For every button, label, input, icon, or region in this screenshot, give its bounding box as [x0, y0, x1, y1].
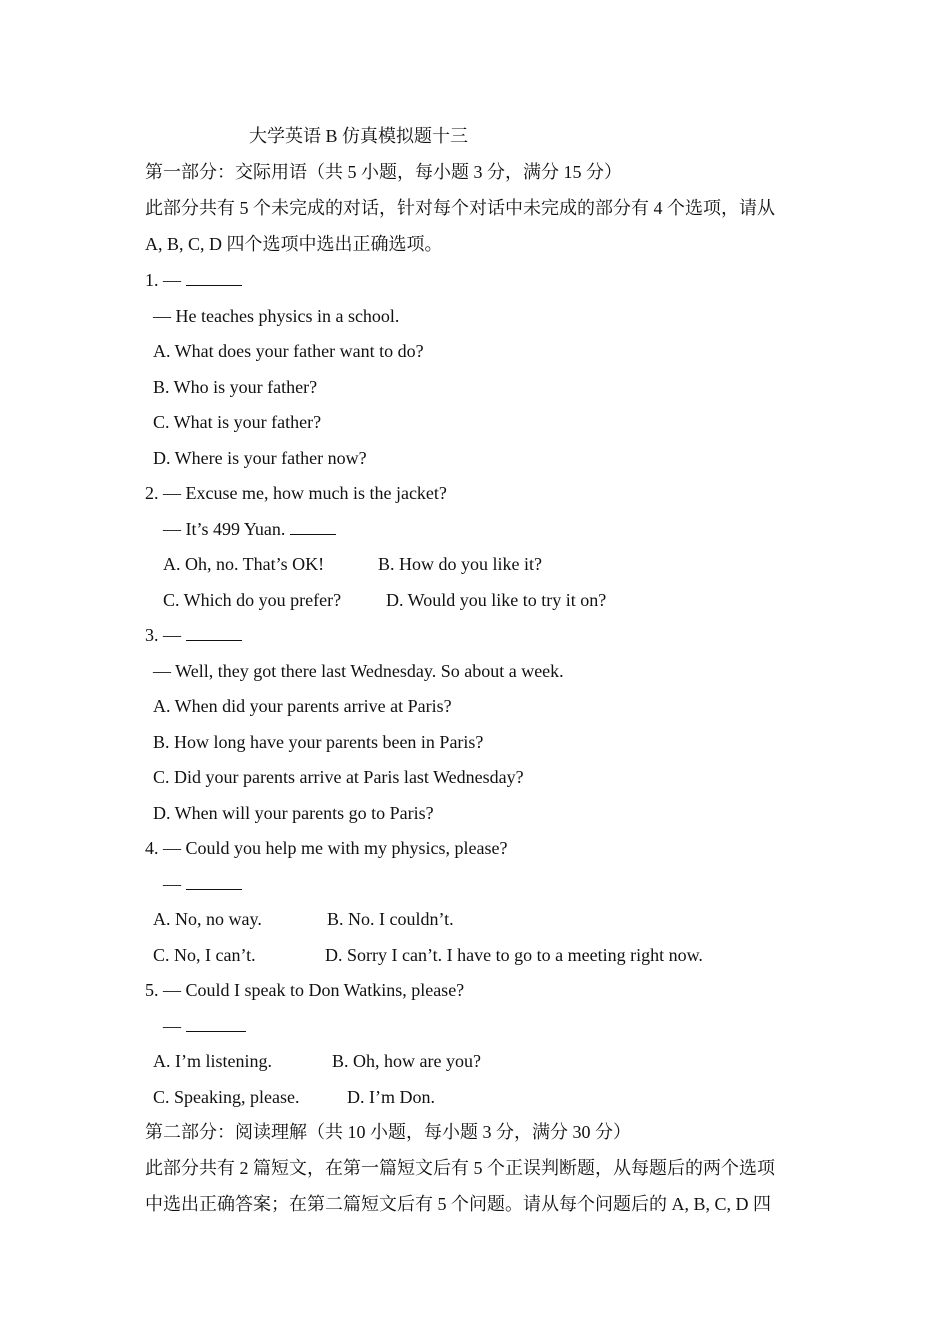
q4-answer: — — [163, 875, 242, 893]
q5-option-c: C. Speaking, please. — [153, 1087, 300, 1107]
q1-option-c: C. What is your father? — [153, 412, 322, 432]
document-title: 大学英语 B 仿真模拟题十三 — [249, 126, 469, 146]
q5-option-d: D. I’m Don. — [347, 1087, 435, 1107]
answer-blank — [290, 520, 336, 535]
answer-blank — [186, 626, 242, 641]
q4-option-b: B. No. I couldn’t. — [327, 909, 454, 929]
q5-option-b: B. Oh, how are you? — [332, 1051, 481, 1071]
q1-option-d: D. Where is your father now? — [153, 448, 367, 468]
q1-prompt: 1. — — [145, 271, 242, 289]
q2-option-c: C. Which do you prefer? — [163, 590, 342, 610]
answer-blank — [186, 1017, 246, 1032]
part1-heading: 第一部分：交际用语（共 5 小题，每小题 3 分，满分 15 分） — [145, 162, 622, 182]
q5-option-a: A. I’m listening. — [153, 1051, 272, 1071]
q2-option-b: B. How do you like it? — [378, 554, 542, 574]
q3-option-d: D. When will your parents go to Paris? — [153, 803, 434, 823]
q2-option-d: D. Would you like to try it on? — [386, 590, 607, 610]
part2-heading: 第二部分：阅读理解（共 10 小题，每小题 3 分，满分 30 分） — [145, 1122, 631, 1142]
q2-option-a: A. Oh, no. That’s OK! — [163, 554, 325, 574]
q1-option-a: A. What does your father want to do? — [153, 341, 424, 361]
q4-option-c: C. No, I can’t. — [153, 945, 256, 965]
q3-prompt: 3. — — [145, 626, 242, 644]
q2-prompt: 2. — Excuse me, how much is the jacket? — [145, 483, 447, 503]
answer-blank — [186, 875, 242, 890]
part2-intro-line1: 此部分共有 2 篇短文，在第一篇短文后有 5 个正误判断题，从每题后的两个选项 — [145, 1158, 775, 1178]
q4-prompt: 4. — Could you help me with my physics, please? — [145, 838, 508, 858]
part1-intro-line2: A, B, C, D 四个选项中选出正确选项。 — [145, 234, 443, 254]
q4-option-a: A. No, no way. — [153, 909, 262, 929]
answer-blank — [186, 271, 242, 286]
q3-answer: — Well, they got there last Wednesday. So about a week. — [153, 661, 564, 681]
q1-option-b: B. Who is your father? — [153, 377, 318, 397]
q5-prompt: 5. — Could I speak to Don Watkins, please? — [145, 980, 465, 1000]
q3-option-b: B. How long have your parents been in Paris? — [153, 732, 484, 752]
q5-answer: — — [163, 1017, 246, 1035]
q1-answer: — He teaches physics in a school. — [153, 306, 400, 326]
q4-option-d: D. Sorry I can’t. I have to go to a meeting right now. — [325, 945, 703, 965]
q3-option-a: A. When did your parents arrive at Paris? — [153, 696, 452, 716]
part1-intro-line1: 此部分共有 5 个未完成的对话，针对每个对话中未完成的部分有 4 个选项，请从 — [145, 198, 775, 218]
part2-intro-line2: 中选出正确答案；在第二篇短文后有 5 个问题。请从每个问题后的 A, B, C, D 四 — [145, 1194, 772, 1214]
q3-option-c: C. Did your parents arrive at Paris last Wednesday? — [153, 767, 524, 787]
q2-answer: — It’s 499 Yuan. — [163, 520, 336, 538]
